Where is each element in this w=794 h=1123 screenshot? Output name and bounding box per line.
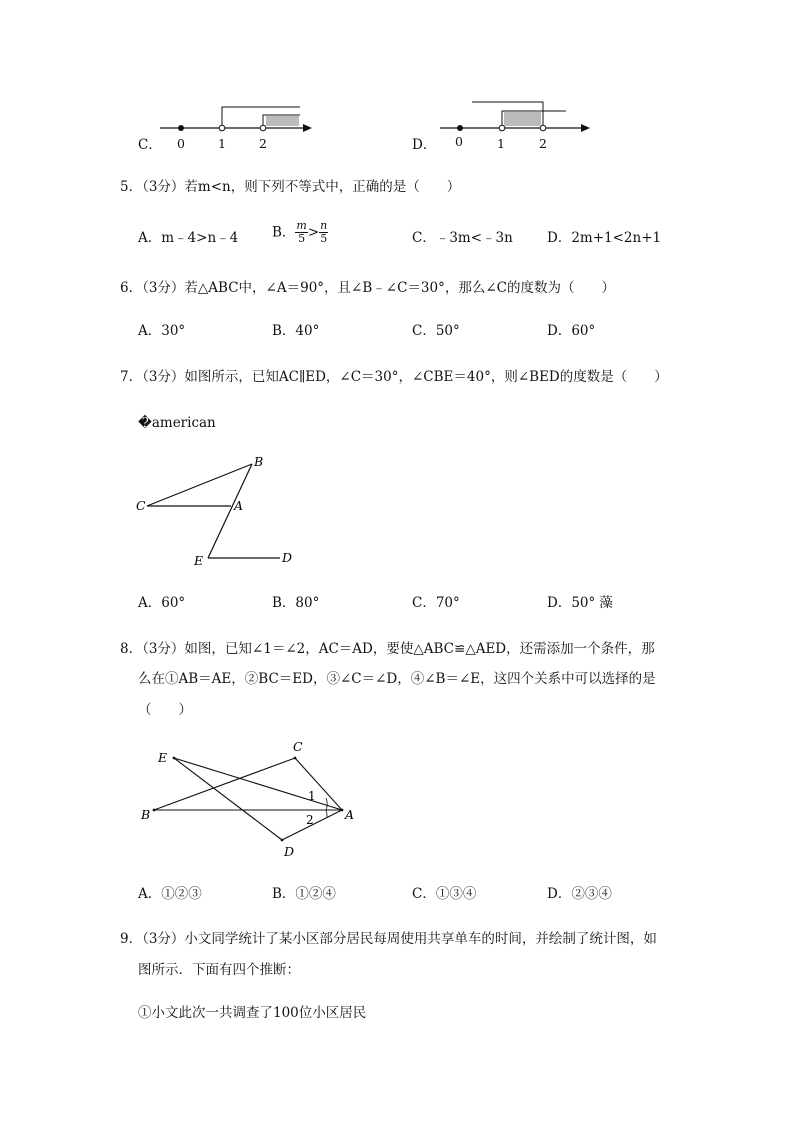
q8-option-d: D．②③④ xyxy=(547,886,612,902)
q6-option-c: C．50° xyxy=(412,323,460,339)
q8-stem-line3: （ ） xyxy=(138,702,192,718)
q7-option-c: C．70° xyxy=(412,595,460,611)
numberline-c-figure xyxy=(160,100,360,160)
q7-stem: 7．（3分）如图所示，已知AC∥ED，∠C＝30°，∠CBE＝40°，则∠BED的度数是（ ） xyxy=(120,369,668,385)
q5-option-b-operator: > xyxy=(307,224,320,241)
q7-option-d: D．50° 藻 xyxy=(547,595,613,611)
q5-option-b-fraction-left: $\frac{m}{5}$ xyxy=(296,219,307,245)
q5-option-d: D．2m+1<2n+1 xyxy=(547,230,662,246)
q7-option-b: B．80° xyxy=(272,595,320,611)
q7-label-c: C xyxy=(136,498,146,513)
numberline-c-tick-2: 2 xyxy=(259,136,267,151)
q5-option-a: A．m﹣4>n﹣4 xyxy=(138,230,239,246)
q5-option-b-label: B． xyxy=(272,224,296,241)
q8-label-e: E xyxy=(158,750,168,765)
q7-figure xyxy=(135,450,315,580)
q8-option-b: B．①②④ xyxy=(272,886,336,902)
q9-stem-line2: 图所示．下面有四个推断： xyxy=(138,962,300,978)
q6-option-b: B．40° xyxy=(272,323,320,339)
q8-option-a: A．①②③ xyxy=(138,886,202,902)
q8-label-a: A xyxy=(345,807,355,822)
q7-option-a: A．60° xyxy=(138,595,186,611)
q8-label-b: B xyxy=(141,807,151,822)
numberline-c-tick-0: 0 xyxy=(177,136,185,151)
q8-stem-line1: 8．（3分）如图，已知∠1＝∠2，AC＝AD，要使△ABC≌△AED，还需添加一个条件，那 xyxy=(120,641,655,657)
numberline-d-label: D． xyxy=(412,137,437,153)
numberline-c-tick-1: 1 xyxy=(218,136,226,151)
q5-option-b xyxy=(272,220,328,245)
numberline-d-tick-0: 0 xyxy=(455,134,463,149)
q8-figure xyxy=(140,739,370,862)
numberline-d-tick-1: 1 xyxy=(497,136,505,151)
q8-label-angle-2: 2 xyxy=(306,813,314,827)
q5-stem: 5．（3分）若m<n，则下列不等式中，正确的是（ ） xyxy=(120,179,461,195)
q8-label-d: D xyxy=(284,844,295,859)
q8-label-c: C xyxy=(293,739,303,754)
q5-option-b-fraction-right: $\frac{n}{5}$ xyxy=(320,219,328,245)
q8-stem-line2: 么在①AB＝AE，②BC＝ED，③∠C＝∠D，④∠B＝∠E，这四个关系中可以选择的是 xyxy=(138,671,656,687)
q6-option-a: A．30° xyxy=(138,323,186,339)
q9-item-1: ①小文此次一共调查了100位小区居民 xyxy=(138,1005,367,1021)
q8-option-c: C．①③④ xyxy=(412,886,477,902)
q6-option-d: D．60° xyxy=(547,323,596,339)
q7-label-e: E xyxy=(194,553,204,568)
q7-note: �american xyxy=(138,415,216,431)
q8-label-angle-1: 1 xyxy=(308,789,316,803)
numberline-d-tick-2: 2 xyxy=(539,136,547,151)
numberline-c-label: C． xyxy=(138,137,162,153)
q7-option-d-suffix: 藻 xyxy=(599,595,613,611)
q7-label-b: B xyxy=(254,454,264,469)
q7-label-d: D xyxy=(282,550,293,565)
q9-stem-line1: 9．（3分）小文同学统计了某小区部分居民每周使用共享单车的时间，并绘制了统计图，如 xyxy=(120,931,657,947)
q6-stem: 6．（3分）若△ABC中，∠A＝90°，且∠B﹣∠C＝30°，那么∠C的度数为（ ） xyxy=(120,280,615,296)
q7-label-a: A xyxy=(234,498,244,513)
q5-option-c: C．﹣3m<﹣3n xyxy=(412,230,513,246)
